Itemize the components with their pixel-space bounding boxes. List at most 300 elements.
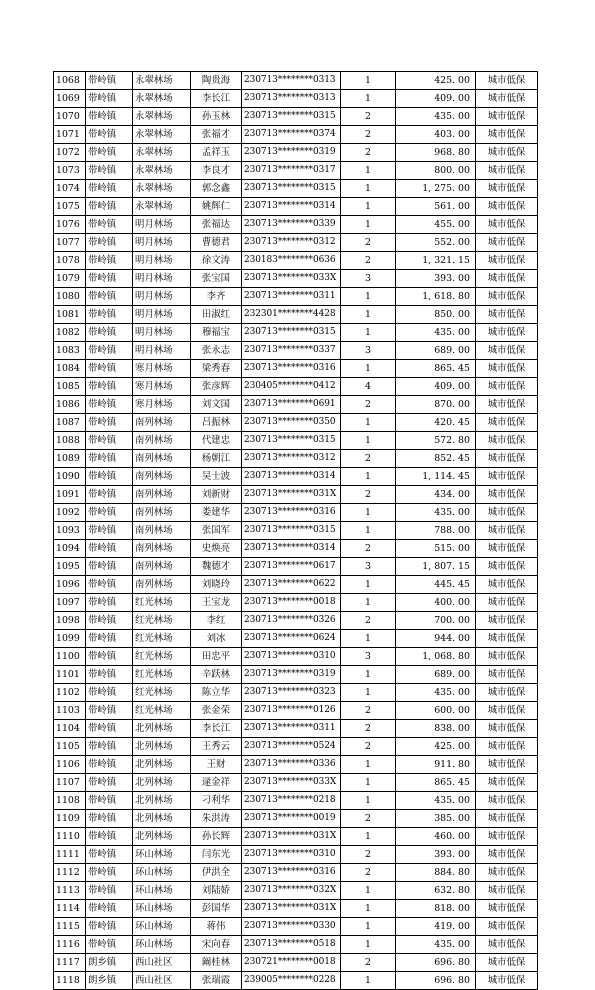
village-cell: 北列林场: [133, 774, 191, 792]
relief-type-cell: 城市低保: [476, 342, 538, 360]
row-number: 1114: [54, 900, 86, 918]
household-size-cell: 1: [341, 792, 396, 810]
table-row: [54, 594, 538, 612]
amount-cell: 435. 00: [396, 792, 476, 810]
village-cell: 明月林场: [133, 342, 191, 360]
row-number: 1113: [54, 882, 86, 900]
relief-type-cell: 城市低保: [476, 180, 538, 198]
household-size-cell: 2: [341, 450, 396, 468]
household-size-cell: 1: [341, 756, 396, 774]
town-cell: 带岭镇: [86, 720, 133, 738]
row-number: 1076: [54, 216, 86, 234]
table-row: [54, 720, 538, 738]
amount-cell: 409. 00: [396, 378, 476, 396]
table-row: [54, 270, 538, 288]
name-cell: 张福才: [191, 126, 242, 144]
name-cell: 郭念鑫: [191, 180, 242, 198]
town-cell: 带岭镇: [86, 72, 133, 90]
row-number: 1072: [54, 144, 86, 162]
relief-type-cell: 城市低保: [476, 594, 538, 612]
town-cell: 带岭镇: [86, 774, 133, 792]
relief-type-cell: 城市低保: [476, 324, 538, 342]
table-row: [54, 162, 538, 180]
town-cell: 带岭镇: [86, 378, 133, 396]
row-number: 1106: [54, 756, 86, 774]
amount-cell: 600. 00: [396, 702, 476, 720]
table-row: [54, 576, 538, 594]
id-number-cell: 230721********0018: [242, 954, 341, 972]
amount-cell: 572. 80: [396, 432, 476, 450]
row-number: 1079: [54, 270, 86, 288]
village-cell: 西山社区: [133, 972, 191, 990]
town-cell: 带岭镇: [86, 342, 133, 360]
household-size-cell: 2: [341, 702, 396, 720]
name-cell: 代建忠: [191, 432, 242, 450]
town-cell: 带岭镇: [86, 540, 133, 558]
row-number: 1111: [54, 846, 86, 864]
row-number: 1080: [54, 288, 86, 306]
village-cell: 明月林场: [133, 288, 191, 306]
village-cell: 永翠林场: [133, 198, 191, 216]
name-cell: 张永志: [191, 342, 242, 360]
household-size-cell: 1: [341, 522, 396, 540]
household-size-cell: 2: [341, 738, 396, 756]
row-number: 1112: [54, 864, 86, 882]
household-size-cell: 1: [341, 900, 396, 918]
row-number: 1101: [54, 666, 86, 684]
village-cell: 红光林场: [133, 630, 191, 648]
relief-type-cell: 城市低保: [476, 486, 538, 504]
table-row: [54, 378, 538, 396]
name-cell: 娄建华: [191, 504, 242, 522]
name-cell: 辛跃林: [191, 666, 242, 684]
table-row: [54, 522, 538, 540]
village-cell: 寒月林场: [133, 360, 191, 378]
table-row: [54, 900, 538, 918]
row-number: 1078: [54, 252, 86, 270]
relief-type-cell: 城市低保: [476, 432, 538, 450]
row-number: 1086: [54, 396, 86, 414]
town-cell: 带岭镇: [86, 828, 133, 846]
id-number-cell: 230713********0314: [242, 468, 341, 486]
amount-cell: 1, 275. 00: [396, 180, 476, 198]
relief-type-cell: 城市低保: [476, 126, 538, 144]
amount-cell: 445. 45: [396, 576, 476, 594]
amount-cell: 460. 00: [396, 828, 476, 846]
id-number-cell: 230713********0311: [242, 288, 341, 306]
table-row: [54, 540, 538, 558]
table-row: [54, 306, 538, 324]
household-size-cell: 2: [341, 864, 396, 882]
name-cell: 李红: [191, 612, 242, 630]
town-cell: 带岭镇: [86, 90, 133, 108]
table-row: [54, 756, 538, 774]
table-row: [54, 216, 538, 234]
row-number: 1075: [54, 198, 86, 216]
table-row: [54, 882, 538, 900]
id-number-cell: 230713********032X: [242, 882, 341, 900]
table-row: [54, 396, 538, 414]
household-size-cell: 1: [341, 882, 396, 900]
name-cell: 张福达: [191, 216, 242, 234]
name-cell: 伊洪全: [191, 864, 242, 882]
id-number-cell: 239005********0228: [242, 972, 341, 990]
town-cell: 朗乡镇: [86, 954, 133, 972]
id-number-cell: 230713********0336: [242, 756, 341, 774]
household-size-cell: 1: [341, 306, 396, 324]
town-cell: 带岭镇: [86, 936, 133, 954]
name-cell: 孟祥玉: [191, 144, 242, 162]
id-number-cell: 230713********033X: [242, 270, 341, 288]
town-cell: 带岭镇: [86, 252, 133, 270]
name-cell: 史焕亮: [191, 540, 242, 558]
id-number-cell: 230713********0323: [242, 684, 341, 702]
amount-cell: 561. 00: [396, 198, 476, 216]
relief-type-cell: 城市低保: [476, 882, 538, 900]
table-row: [54, 954, 538, 972]
table-row: [54, 612, 538, 630]
household-size-cell: 1: [341, 468, 396, 486]
household-size-cell: 1: [341, 684, 396, 702]
relief-type-cell: 城市低保: [476, 864, 538, 882]
id-number-cell: 230713********0316: [242, 504, 341, 522]
village-cell: 红光林场: [133, 702, 191, 720]
name-cell: 李长江: [191, 720, 242, 738]
amount-cell: 788. 00: [396, 522, 476, 540]
town-cell: 带岭镇: [86, 180, 133, 198]
amount-cell: 1, 114. 45: [396, 468, 476, 486]
household-size-cell: 3: [341, 648, 396, 666]
amount-cell: 393. 00: [396, 270, 476, 288]
row-number: 1070: [54, 108, 86, 126]
town-cell: 带岭镇: [86, 306, 133, 324]
relief-type-cell: 城市低保: [476, 234, 538, 252]
table-row: [54, 846, 538, 864]
amount-cell: 818. 00: [396, 900, 476, 918]
town-cell: 带岭镇: [86, 522, 133, 540]
id-number-cell: 230713********0314: [242, 540, 341, 558]
name-cell: 孙玉林: [191, 108, 242, 126]
household-size-cell: 1: [341, 576, 396, 594]
amount-cell: 435. 00: [396, 684, 476, 702]
village-cell: 明月林场: [133, 234, 191, 252]
row-number: 1097: [54, 594, 86, 612]
household-size-cell: 1: [341, 360, 396, 378]
name-cell: 徐文涛: [191, 252, 242, 270]
table-row: [54, 648, 538, 666]
table-row: [54, 432, 538, 450]
relief-type-cell: 城市低保: [476, 720, 538, 738]
town-cell: 带岭镇: [86, 684, 133, 702]
id-number-cell: 230713********0316: [242, 360, 341, 378]
relief-type-cell: 城市低保: [476, 378, 538, 396]
village-cell: 明月林场: [133, 270, 191, 288]
table-row: [54, 342, 538, 360]
name-cell: 张宝国: [191, 270, 242, 288]
village-cell: 明月林场: [133, 216, 191, 234]
id-number-cell: 230713********0374: [242, 126, 341, 144]
amount-cell: 552. 00: [396, 234, 476, 252]
household-size-cell: 3: [341, 558, 396, 576]
amount-cell: 400. 00: [396, 594, 476, 612]
amount-cell: 403. 00: [396, 126, 476, 144]
amount-cell: 865. 45: [396, 774, 476, 792]
village-cell: 南列林场: [133, 432, 191, 450]
amount-cell: 870. 00: [396, 396, 476, 414]
name-cell: 梁秀春: [191, 360, 242, 378]
row-number: 1115: [54, 918, 86, 936]
relief-type-cell: 城市低保: [476, 306, 538, 324]
town-cell: 带岭镇: [86, 918, 133, 936]
village-cell: 南列林场: [133, 576, 191, 594]
table-row: [54, 90, 538, 108]
town-cell: 带岭镇: [86, 396, 133, 414]
village-cell: 永翠林场: [133, 126, 191, 144]
row-number: 1084: [54, 360, 86, 378]
household-size-cell: 1: [341, 936, 396, 954]
household-size-cell: 1: [341, 414, 396, 432]
town-cell: 带岭镇: [86, 792, 133, 810]
name-cell: 刘新财: [191, 486, 242, 504]
relief-type-cell: 城市低保: [476, 216, 538, 234]
village-cell: 明月林场: [133, 306, 191, 324]
name-cell: 田淑红: [191, 306, 242, 324]
amount-cell: 696. 80: [396, 954, 476, 972]
relief-type-cell: 城市低保: [476, 936, 538, 954]
name-cell: 穆福宝: [191, 324, 242, 342]
relief-type-cell: 城市低保: [476, 522, 538, 540]
name-cell: 陈立华: [191, 684, 242, 702]
id-number-cell: 230713********0314: [242, 198, 341, 216]
id-number-cell: 230713********0315: [242, 522, 341, 540]
relief-type-cell: 城市低保: [476, 450, 538, 468]
relief-type-cell: 城市低保: [476, 756, 538, 774]
table-row: [54, 360, 538, 378]
relief-type-cell: 城市低保: [476, 360, 538, 378]
row-number: 1088: [54, 432, 86, 450]
village-cell: 永翠林场: [133, 180, 191, 198]
village-cell: 明月林场: [133, 324, 191, 342]
household-size-cell: 2: [341, 126, 396, 144]
household-size-cell: 1: [341, 630, 396, 648]
name-cell: 姚辉仁: [191, 198, 242, 216]
table-row: [54, 774, 538, 792]
town-cell: 带岭镇: [86, 126, 133, 144]
name-cell: 王秀云: [191, 738, 242, 756]
row-number: 1091: [54, 486, 86, 504]
row-number: 1087: [54, 414, 86, 432]
row-number: 1071: [54, 126, 86, 144]
household-size-cell: 2: [341, 396, 396, 414]
id-number-cell: 230405********0412: [242, 378, 341, 396]
row-number: 1074: [54, 180, 86, 198]
town-cell: 带岭镇: [86, 594, 133, 612]
name-cell: 李齐: [191, 288, 242, 306]
row-number: 1093: [54, 522, 86, 540]
village-cell: 永翠林场: [133, 144, 191, 162]
relief-type-cell: 城市低保: [476, 828, 538, 846]
household-size-cell: 1: [341, 288, 396, 306]
household-size-cell: 4: [341, 378, 396, 396]
household-size-cell: 2: [341, 810, 396, 828]
name-cell: 刘陆娇: [191, 882, 242, 900]
amount-cell: 435. 00: [396, 324, 476, 342]
amount-cell: 1, 321. 15: [396, 252, 476, 270]
relief-type-cell: 城市低保: [476, 558, 538, 576]
town-cell: 带岭镇: [86, 432, 133, 450]
id-number-cell: 230713********0524: [242, 738, 341, 756]
table-row: [54, 684, 538, 702]
id-number-cell: 230713********0316: [242, 864, 341, 882]
household-size-cell: 2: [341, 954, 396, 972]
household-size-cell: 1: [341, 90, 396, 108]
id-number-cell: 230183********0636: [242, 252, 341, 270]
table-row: [54, 666, 538, 684]
name-cell: 孙长辉: [191, 828, 242, 846]
id-number-cell: 230713********0315: [242, 324, 341, 342]
row-number: 1081: [54, 306, 86, 324]
table-row: [54, 864, 538, 882]
household-size-cell: 2: [341, 486, 396, 504]
row-number: 1109: [54, 810, 86, 828]
village-cell: 永翠林场: [133, 72, 191, 90]
table-row: [54, 828, 538, 846]
row-number: 1108: [54, 792, 86, 810]
amount-cell: 420. 45: [396, 414, 476, 432]
row-number: 1099: [54, 630, 86, 648]
name-cell: 刘冰: [191, 630, 242, 648]
table-row: [54, 414, 538, 432]
id-number-cell: 230713********0518: [242, 936, 341, 954]
amount-cell: 434. 00: [396, 486, 476, 504]
town-cell: 带岭镇: [86, 558, 133, 576]
town-cell: 带岭镇: [86, 864, 133, 882]
id-number-cell: 230713********0313: [242, 90, 341, 108]
table-row: [54, 918, 538, 936]
relief-type-cell: 城市低保: [476, 972, 538, 990]
name-cell: 李长江: [191, 90, 242, 108]
village-cell: 红光林场: [133, 594, 191, 612]
row-number: 1110: [54, 828, 86, 846]
village-cell: 北列林场: [133, 720, 191, 738]
amount-cell: 435. 00: [396, 936, 476, 954]
town-cell: 带岭镇: [86, 414, 133, 432]
row-number: 1107: [54, 774, 86, 792]
amount-cell: 425. 00: [396, 72, 476, 90]
id-number-cell: 230713********0691: [242, 396, 341, 414]
id-number-cell: 230713********0315: [242, 108, 341, 126]
amount-cell: 393. 00: [396, 846, 476, 864]
id-number-cell: 230713********0326: [242, 612, 341, 630]
name-cell: 张金荣: [191, 702, 242, 720]
town-cell: 带岭镇: [86, 882, 133, 900]
household-size-cell: 1: [341, 324, 396, 342]
table-row: [54, 72, 538, 90]
id-number-cell: 230713********0350: [242, 414, 341, 432]
village-cell: 红光林场: [133, 648, 191, 666]
table-row: [54, 504, 538, 522]
relief-type-cell: 城市低保: [476, 684, 538, 702]
row-number: 1089: [54, 450, 86, 468]
id-number-cell: 230713********0315: [242, 432, 341, 450]
row-number: 1083: [54, 342, 86, 360]
amount-cell: 850. 00: [396, 306, 476, 324]
id-number-cell: 230713********0319: [242, 666, 341, 684]
table-row: [54, 324, 538, 342]
household-size-cell: 1: [341, 594, 396, 612]
table-row: [54, 234, 538, 252]
village-cell: 环山林场: [133, 864, 191, 882]
relief-roster-table: [53, 71, 538, 990]
household-size-cell: 1: [341, 216, 396, 234]
town-cell: 带岭镇: [86, 270, 133, 288]
relief-type-cell: 城市低保: [476, 270, 538, 288]
household-size-cell: 2: [341, 846, 396, 864]
household-size-cell: 1: [341, 180, 396, 198]
name-cell: 吴士波: [191, 468, 242, 486]
village-cell: 北列林场: [133, 738, 191, 756]
relief-type-cell: 城市低保: [476, 576, 538, 594]
household-size-cell: 2: [341, 252, 396, 270]
village-cell: 南列林场: [133, 486, 191, 504]
town-cell: 带岭镇: [86, 576, 133, 594]
relief-type-cell: 城市低保: [476, 72, 538, 90]
relief-type-cell: 城市低保: [476, 252, 538, 270]
name-cell: 朱洪涛: [191, 810, 242, 828]
id-number-cell: 230713********0313: [242, 72, 341, 90]
name-cell: 阚桂林: [191, 954, 242, 972]
relief-type-cell: 城市低保: [476, 468, 538, 486]
village-cell: 环山林场: [133, 882, 191, 900]
town-cell: 带岭镇: [86, 666, 133, 684]
table-row: [54, 630, 538, 648]
amount-cell: 435. 00: [396, 504, 476, 522]
household-size-cell: 2: [341, 720, 396, 738]
amount-cell: 409. 00: [396, 90, 476, 108]
table-row: [54, 558, 538, 576]
relief-type-cell: 城市低保: [476, 810, 538, 828]
relief-type-cell: 城市低保: [476, 288, 538, 306]
relief-type-cell: 城市低保: [476, 918, 538, 936]
household-size-cell: 1: [341, 432, 396, 450]
id-number-cell: 230713********0624: [242, 630, 341, 648]
row-number: 1095: [54, 558, 86, 576]
name-cell: 逯金祥: [191, 774, 242, 792]
village-cell: 北列林场: [133, 828, 191, 846]
village-cell: 北列林场: [133, 792, 191, 810]
table-row: [54, 486, 538, 504]
name-cell: 王宝龙: [191, 594, 242, 612]
household-size-cell: 2: [341, 108, 396, 126]
amount-cell: 1, 068. 80: [396, 648, 476, 666]
amount-cell: 689. 00: [396, 666, 476, 684]
table-row: [54, 936, 538, 954]
name-cell: 魏德才: [191, 558, 242, 576]
town-cell: 带岭镇: [86, 630, 133, 648]
village-cell: 南列林场: [133, 450, 191, 468]
row-number: 1117: [54, 954, 86, 972]
village-cell: 南列林场: [133, 504, 191, 522]
relief-type-cell: 城市低保: [476, 846, 538, 864]
name-cell: 陶贵海: [191, 72, 242, 90]
household-size-cell: 1: [341, 972, 396, 990]
amount-cell: 435. 00: [396, 108, 476, 126]
name-cell: 杨朝江: [191, 450, 242, 468]
town-cell: 带岭镇: [86, 504, 133, 522]
town-cell: 带岭镇: [86, 216, 133, 234]
village-cell: 永翠林场: [133, 90, 191, 108]
household-size-cell: 1: [341, 504, 396, 522]
